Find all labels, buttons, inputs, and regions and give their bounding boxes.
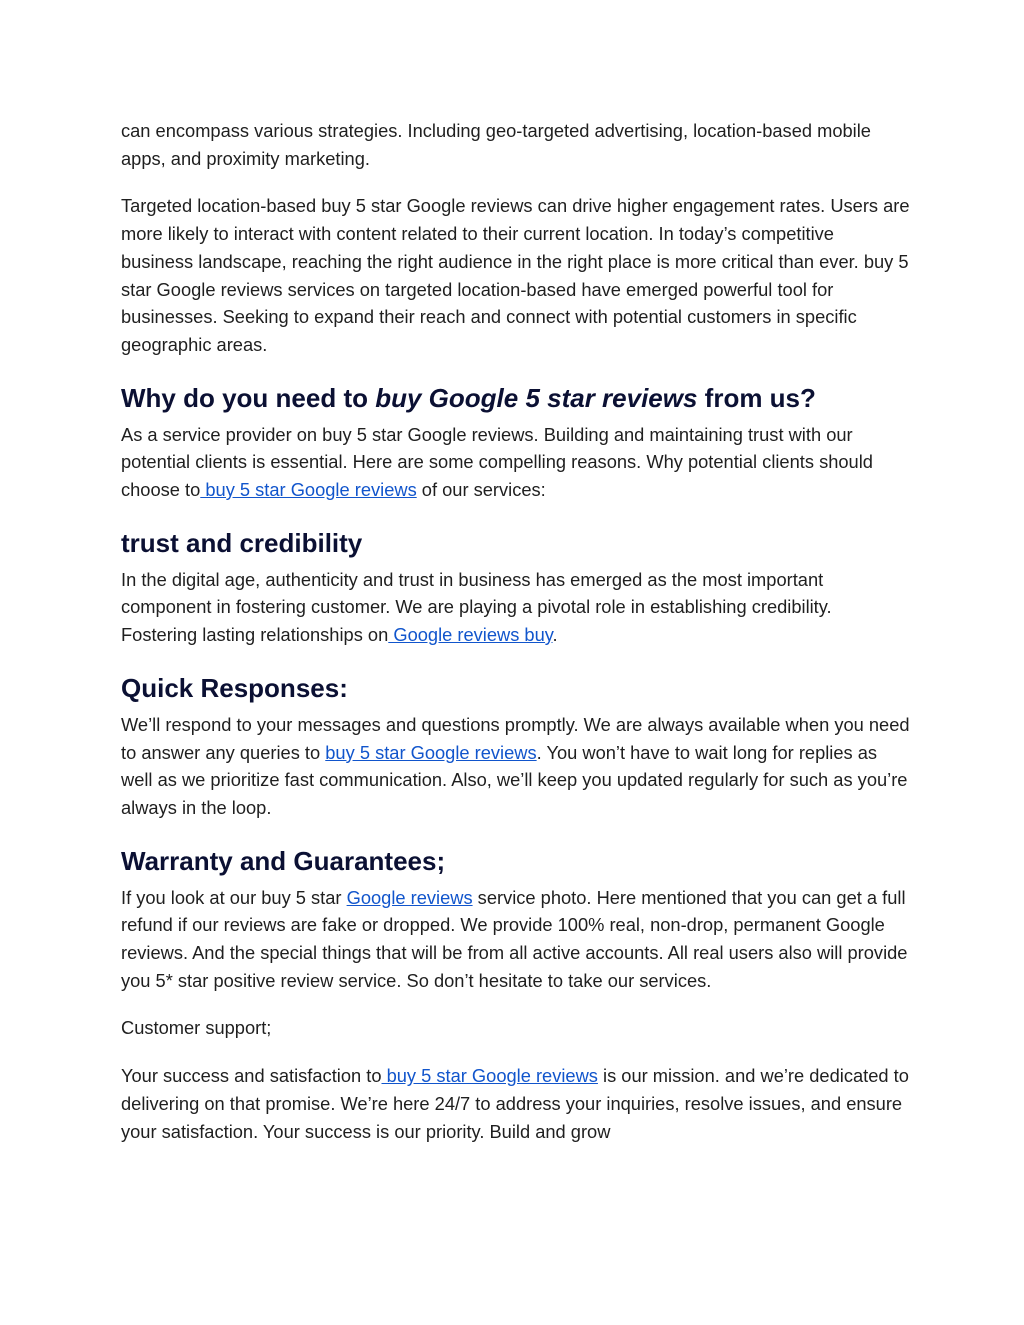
support-body-after: is our mission. and we’re dedicated to delivering on that promise. We’re here 24/7 to address your inquiries, resolve issues, and ensure your satisfaction. Your success is our priority. Build and grow xyxy=(121,1065,909,1142)
warranty-body-before: If you look at our buy 5 star xyxy=(121,886,347,908)
paragraph-trust xyxy=(121,566,911,649)
heading-trust-credibility: trust and credibility xyxy=(121,527,363,558)
quick-body-before: We’ll respond to your messages and questions promptly. We are always available when you need to answer any queries to xyxy=(121,713,910,763)
why-body-after: of our services: xyxy=(416,479,546,501)
heading-quick-responses: Quick Responses: xyxy=(121,672,348,703)
why-body-before: As a service provider on buy 5 star Google reviews. Building and maintaining trust with our potential clients is essential. Here are some compelling reasons. Why potential clients should choose to xyxy=(121,423,873,501)
document-page xyxy=(121,117,911,1165)
link-google-reviews[interactable]: Google reviews xyxy=(346,886,473,908)
paragraph-customer-support-label: Customer support; xyxy=(121,1017,272,1039)
heading-why-buy-part2: from us? xyxy=(697,382,816,413)
paragraph-customer-support xyxy=(121,1062,911,1145)
heading-why-buy-emphasis: buy Google 5 star reviews xyxy=(375,382,698,413)
link-buy-5-star-google-reviews[interactable]: buy 5 star Google reviews xyxy=(200,479,417,501)
heading-why-buy xyxy=(121,381,911,415)
heading-why-buy-part1: Why do you need to xyxy=(121,382,376,413)
trust-body-after: . xyxy=(552,624,558,646)
paragraph-strategies: can encompass various strategies. Including geo-targeted advertising, location-based mobile apps, and proximity marketing. xyxy=(121,120,871,169)
paragraph-quick-responses xyxy=(121,711,911,822)
paragraph-warranty xyxy=(121,884,911,995)
link-buy-5-star-google-reviews-quick[interactable]: buy 5 star Google reviews xyxy=(325,741,537,763)
warranty-body-after: service photo. Here mentioned that you can get a full refund if our reviews are fake or dropped. We provide 100% real, non-drop, permanent Google reviews. And the special things that will be from all active accounts. All real users also will provide you 5* star positive review service. So don’t hesitate to take our services. xyxy=(121,886,908,991)
paragraph-targeted-location: Targeted location-based buy 5 star Google reviews can drive higher engagement rates. Users are more likely to interact with content related to their current location. In today’s competitive business landscape, reaching the right audience in the right place is more critical than ever. buy 5 star Google reviews services on targeted location-based have emerged powerful tool for businesses. Seeking to expand their reach and connect with potential customers in specific geographic areas. xyxy=(121,195,910,355)
heading-warranty: Warranty and Guarantees; xyxy=(121,845,446,876)
quick-body-after: . You won’t have to wait long for replies as well as we prioritize fast communication. Also, we’ll keep you updated regularly for such as you’re always in the loop. xyxy=(121,741,908,818)
link-buy-5-star-google-reviews-support[interactable]: buy 5 star Google reviews xyxy=(381,1065,598,1087)
support-body-before: Your success and satisfaction to xyxy=(121,1065,382,1087)
trust-body-before: In the digital age, authenticity and trust in business has emerged as the most important component in fostering customer. We are playing a pivotal role in establishing credibility. Fostering lasting relationships on xyxy=(121,568,832,646)
link-google-reviews-buy[interactable]: Google reviews buy xyxy=(388,624,553,646)
paragraph-why-buy xyxy=(121,421,911,504)
